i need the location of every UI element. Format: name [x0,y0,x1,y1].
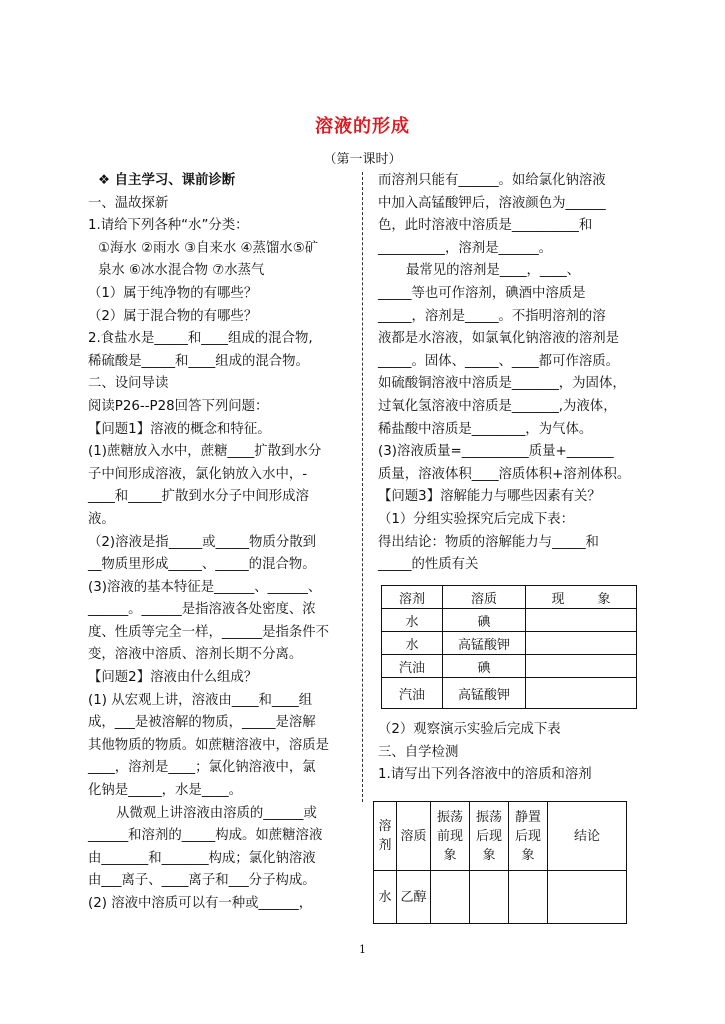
text-line: 稀硫酸是_____和____组成的混合物。 [88,353,309,369]
table-header-cell [374,802,397,871]
table-header-cell [470,802,509,871]
text-line: 1.请写出下列各溶液中的溶质和溶剂 [378,767,592,783]
table-cell: 水 [382,609,443,632]
page-title: 溶液的形成 [315,116,410,137]
text-line: ①海水 ②雨水 ③自来水 ④蒸馏水⑤矿 [98,240,319,256]
text-line: 中加入高锰酸钾后，溶液颜色为______ [378,195,606,211]
text-line: 液。 [88,511,115,527]
text-line: 【问题3】溶解能力与哪些因素有关？ [378,489,601,505]
table-cell: 高锰酸钾 [443,678,526,709]
text-line: 色，此时溶液中溶质是__________和 [378,218,593,234]
table-header-cell: 溶质 [397,802,431,871]
text-line: ____和_____扩散到水分子中间形成溶 [88,489,309,505]
after-table-text [378,719,640,787]
text-line: 泉水 ⑥冰水混合物 ⑦水蒸气 [98,263,265,279]
text-line: 成，___是被溶解的物质，_____是溶解 [88,715,316,731]
text-line: __________，溶剂是______。 [378,240,553,256]
text-line: ____，溶剂是____；氯化钠溶液中，氯 [88,760,316,776]
text-line: 最常见的溶剂是____，____、 [406,263,581,279]
text-line: (1)蔗糖放入水中，蔗糖____扩散到水分 [88,444,322,460]
text-line: 三、自学检测 [378,744,459,760]
text-line: 【问题2】溶液由什么组成？ [88,670,258,686]
table-cell: 水 [382,632,443,655]
table-header-row [374,802,627,871]
text-line: (3)溶液的基本特征是______、______、 [88,579,322,595]
table-header-cell [509,802,548,871]
table-cell [526,632,637,655]
text-line: ______。______是指溶液各处密度、浓 [88,602,316,618]
right-column [378,170,640,577]
solute-solvent-table [373,801,627,924]
table-cell [548,871,627,924]
table-row [382,655,637,678]
text-line: 化钠是_____，水是____。 [88,783,242,799]
text-line: 阅读P26--P28回答下列问题： [88,398,269,414]
text-line: （1）属于纯净物的有哪些？ [88,285,258,301]
page-number: 1 [359,943,366,956]
text-line: （2）观察演示实验后完成下表 [378,722,561,737]
text-line: 由_______和_______构成；氯化钠溶液 [88,850,316,866]
left-column [88,170,356,916]
text-line: (3)溶液质量=__________质量+_______ [378,444,614,460]
table-header-text: 振荡前现象 [436,809,463,863]
text-line: 二、设问导读 [88,376,169,392]
text-line: 得出结论：物质的溶解能力与_____和 [378,534,599,550]
text-line: ______和溶剂的_____构成。如蔗糖溶液 [88,828,323,844]
text-line: _____的性质有关 [378,557,479,573]
table-row [374,871,627,924]
text-line: 1.请给下列各种“水”分类： [88,218,249,234]
table-row [382,609,637,632]
text-line: 如硫酸铜溶液中溶质是_______，为固体， [378,376,626,392]
text-line: 【问题1】溶液的概念和特征。 [88,421,271,437]
text-line: (1) 从宏观上讲，溶液由____和____组 [88,692,313,708]
page-subtitle: （第一课时） [323,152,402,167]
table-header-row [382,586,637,609]
table-cell: 乙醇 [397,871,431,924]
text-line: 稀盐酸中溶质是________，为气体。 [378,421,593,437]
table-header-text: 溶剂 [378,819,392,853]
solubility-table [381,585,637,709]
table-row [382,632,637,655]
table-cell: 高锰酸钾 [443,632,526,655]
table-cell [431,871,470,924]
text-line: 一、温故探新 [88,195,169,211]
text-line: 度、性质等完全一样，______是指条件不 [88,624,330,640]
table-cell [526,655,637,678]
table-cell [470,871,509,924]
table-cell: 碘 [443,655,526,678]
table-row [382,678,637,709]
table-cell [509,871,548,924]
text-line: _____等也可作溶剂，碘酒中溶质是 [378,285,586,301]
table-header-cell: 溶剂 [382,586,443,609]
text-line: 变，溶液中溶质、溶剂长期不分离。 [88,647,303,663]
text-line: 过氧化氢溶液中溶质是_______,为液体， [378,398,617,414]
table-cell: 碘 [443,609,526,632]
text-line: 2.食盐水是_____和____组成的混合物, [88,331,313,347]
table-header-cell: 结论 [548,802,627,871]
table-cell [526,678,637,709]
text-line: （1）分组实验探究后完成下表： [378,511,574,527]
table-cell: 汽油 [382,678,443,709]
table-header-text: 振荡后现象 [475,809,502,863]
text-line: 液都是水溶液，如氯氧化钠溶液的溶剂是 [378,331,620,347]
table-header-cell: 现 象 [526,586,637,609]
text-line: 从微观上讲溶液由溶质的______或 [116,805,317,821]
column-divider [362,172,363,802]
section-heading: ❖ 自主学习、课前诊断 [98,173,236,188]
table-header-cell: 溶质 [443,586,526,609]
table-cell [526,609,637,632]
table-cell: 汽油 [382,655,443,678]
text-line: 由___离子、____离子和___分子构成。 [88,873,316,889]
text-line: (2) 溶液中溶质可以有一种或______， [88,896,313,911]
text-line: 其他物质的物质。如蔗糖溶液中，溶质是 [88,737,330,753]
text-line: _____，溶剂是_____。不指明溶剂的溶 [378,308,606,324]
text-line: __物质里形成_____、_____的混合物。 [88,557,316,573]
text-line: 而溶剂只能有______。如给氯化钠溶液 [378,173,606,188]
text-line: （2)溶液是指_____或_____物质分散到 [88,534,316,550]
text-line: （2）属于混合物的有哪些？ [88,308,258,324]
table-header-cell [431,802,470,871]
text-line: _____。固体、_____、____都可作溶质。 [378,353,620,369]
table-header-text: 静置后现象 [514,809,541,863]
table-cell: 水 [374,871,397,924]
text-line: 质量，溶液体积____溶质体积+溶剂体积。 [378,466,631,482]
text-line: 子中间形成溶液，氯化钠放入水中，- [88,466,308,482]
